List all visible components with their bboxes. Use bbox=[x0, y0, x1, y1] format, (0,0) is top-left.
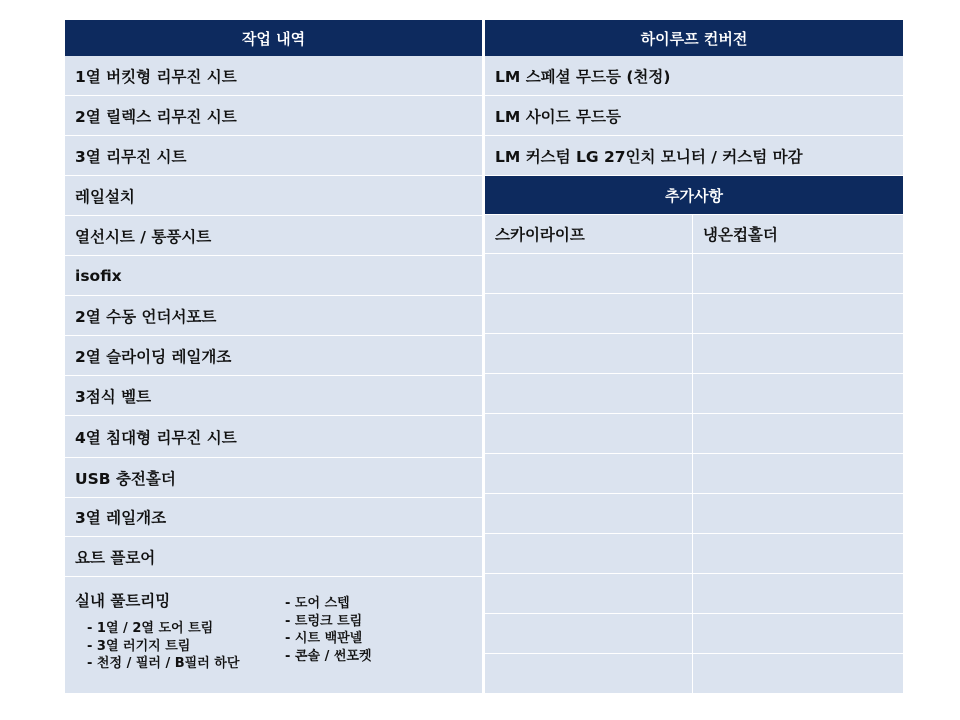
work-list-header: 작업 내역 bbox=[65, 20, 482, 56]
extras-empty-row bbox=[485, 333, 903, 373]
extras-empty-row bbox=[485, 453, 903, 493]
trim-subitem: - 1열 / 2열 도어 트림 bbox=[87, 621, 214, 636]
work-item: 2열 릴렉스 리무진 시트 bbox=[65, 95, 482, 135]
work-list-panel bbox=[65, 20, 482, 693]
extras-empty-row bbox=[485, 293, 903, 333]
extras-empty-row bbox=[485, 653, 903, 693]
empty-cell bbox=[485, 493, 693, 533]
extras-empty-row bbox=[485, 613, 903, 653]
trim-subitem: - 콘솔 / 썬포켓 bbox=[285, 648, 372, 664]
work-item: 2열 수동 언더서포트 bbox=[65, 295, 482, 335]
empty-cell bbox=[485, 293, 693, 333]
empty-cell bbox=[485, 373, 693, 413]
trim-subitem: - 3열 러기지 트림 bbox=[87, 638, 191, 654]
trim-subitem: - 도어 스텝 bbox=[285, 596, 350, 611]
empty-cell bbox=[693, 493, 903, 533]
empty-cell bbox=[693, 613, 903, 653]
empty-cell bbox=[693, 333, 903, 373]
extras-empty-row bbox=[485, 373, 903, 413]
empty-cell bbox=[485, 613, 693, 653]
empty-cell bbox=[693, 573, 903, 613]
empty-cell bbox=[485, 253, 693, 293]
empty-cell bbox=[693, 653, 903, 693]
empty-cell bbox=[693, 453, 903, 493]
empty-cell bbox=[485, 573, 693, 613]
trim-subitem: - 트렁크 트림 bbox=[285, 613, 363, 629]
extras-empty-row bbox=[485, 493, 903, 533]
extras-empty-row bbox=[485, 253, 903, 293]
high-roof-item: LM 사이드 무드등 bbox=[485, 95, 903, 135]
trim-list-2 bbox=[285, 595, 372, 665]
work-item: isofix bbox=[65, 255, 482, 295]
work-item: 3열 레일개조 bbox=[65, 497, 482, 536]
work-item: 2열 슬라이딩 레일개조 bbox=[65, 335, 482, 375]
extras-header: 추가사항 bbox=[485, 175, 903, 214]
high-roof-panel bbox=[485, 20, 903, 693]
empty-cell bbox=[693, 373, 903, 413]
work-item: 3열 리무진 시트 bbox=[65, 135, 482, 175]
empty-cell bbox=[485, 453, 693, 493]
high-roof-item: LM 커스텀 LG 27인치 모니터 / 커스텀 마감 bbox=[485, 135, 903, 175]
work-item: 1열 버킷형 리무진 시트 bbox=[65, 56, 482, 95]
empty-cell bbox=[693, 533, 903, 573]
interior-trim-block bbox=[65, 576, 482, 693]
work-item: USB 충전홀더 bbox=[65, 457, 482, 497]
empty-cell bbox=[485, 533, 693, 573]
high-roof-header: 하이루프 컨버전 bbox=[485, 20, 903, 56]
empty-cell bbox=[485, 413, 693, 453]
work-item: 요트 플로어 bbox=[65, 536, 482, 576]
interior-trim-title: 실내 풀트리밍 bbox=[75, 592, 171, 610]
extra-item: 냉온컵홀더 bbox=[693, 214, 903, 253]
extras-empty-rows bbox=[485, 253, 903, 693]
high-roof-item: LM 스페셜 무드등 (천정) bbox=[485, 56, 903, 95]
empty-cell bbox=[693, 293, 903, 333]
empty-cell bbox=[693, 413, 903, 453]
extra-item: 스카이라이프 bbox=[485, 214, 693, 253]
trim-list-1 bbox=[87, 620, 239, 673]
trim-subitem: - 천정 / 필러 / B필러 하단 bbox=[87, 656, 240, 671]
empty-cell bbox=[693, 253, 903, 293]
extras-empty-row bbox=[485, 573, 903, 613]
work-item: 4열 침대형 리무진 시트 bbox=[65, 415, 482, 457]
extras-empty-row bbox=[485, 413, 903, 453]
extras-grid-row bbox=[485, 214, 903, 253]
work-item: 열선시트 / 통풍시트 bbox=[65, 215, 482, 255]
work-item: 레일설치 bbox=[65, 175, 482, 215]
extras-empty-row bbox=[485, 533, 903, 573]
trim-subitem: - 시트 백판넬 bbox=[285, 631, 363, 646]
empty-cell bbox=[485, 653, 693, 693]
empty-cell bbox=[485, 333, 693, 373]
work-item: 3점식 벨트 bbox=[65, 375, 482, 415]
